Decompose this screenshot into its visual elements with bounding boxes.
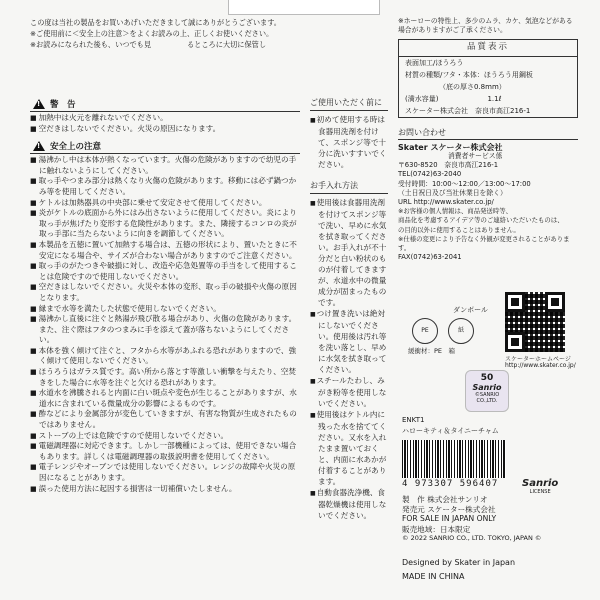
before-use-title: ご使用いただく前に (310, 97, 388, 111)
care-item: ■ 使用後はケトル内に残った水を捨ててください。又水を入れたまま置いておくと、内面に水あかが付着することがあります。 (310, 409, 388, 487)
contact-url[interactable]: URL http://www.skater.co.jp/ (398, 198, 494, 207)
safety-item: ■ 空だきはしないでください。火災や本体の変形、取っ手の破損や火傷の原因となります。 (30, 282, 300, 303)
safety-item: ■ 炎がケトルの底面から外にはみ出さないように使用してください。炎により取っ手が焦げたり変形する危険性があります。また、隣接するコンロの炎が取っ手部に当たらないように向きを調節してください。 (30, 208, 300, 240)
badge-copyright: ©SANRIO CO.,LTD. (474, 392, 500, 404)
maker-line-4: 販売地域：日本限定 (402, 525, 471, 534)
product-code: ENKT1 (402, 416, 425, 424)
safety-item: ■ ケトルは加熱器具の中央部に乗せて安定させて使用してください。 (30, 198, 300, 209)
warning-header (30, 97, 300, 112)
before-use-text-wrap (310, 114, 388, 170)
quality-table (398, 39, 578, 117)
safety-item: ■ 電子レンジやオーブンでは使用しないでください。レンジの故障や火災の原因になることがあります。 (30, 462, 300, 483)
contact-line: （土日祝日及び当社休業日を除く） (398, 188, 507, 197)
qr-code[interactable] (505, 292, 565, 352)
safety-item: ■ ストーブの上では危険ですので使用しないでください。 (30, 431, 300, 442)
contact-line: TEL(0742)63-2040 (398, 170, 462, 179)
care-item: ■ 使用後は食器用洗剤を付けてスポンジ等で洗い、早めに水気を拭き取ってください。お手入れが不十分だと白い粉状のものが付着してきますが、水道水中の微量成分が固まったものです。 (310, 197, 388, 308)
designed-by: Designed by Skater in Japan (402, 558, 516, 567)
license-label: LICENSE (529, 489, 551, 495)
before-use-section (310, 97, 388, 521)
safety-item: ■ 電磁調理器に対応できます。しかし一部機種によっては、使用できない場合もあります。詳しくは電磁調理器の取扱説明書を使用してください。 (30, 441, 300, 462)
safety-item: ■ 縁まで水等を満たした状態で使用しないでください。 (30, 304, 300, 315)
plastic-recycle-icon (412, 318, 438, 344)
warning-title: 警 告 (50, 100, 76, 110)
qr-finder (505, 332, 525, 352)
qr-finder (505, 292, 525, 312)
contact-line: 商品化を考慮するアイデア等のご連絡いただいたものは、 (398, 216, 564, 225)
contact-line: 受付時間：10:00〜12:00／13:00〜17:00 (398, 179, 531, 188)
safety-item: ■ ほうろうはガラス質です。高い所から落とす等激しい衝撃を与えたり、空焚きをした場合に水等を注ぐと欠ける恐れがあります。 (30, 367, 300, 388)
care-title: お手入れ方法 (310, 180, 388, 194)
warning-triangle-icon (33, 99, 45, 109)
package-tab-cutout (228, 0, 380, 15)
safety-item: ■ 取っ手やつまみ部分は熱くなり火傷の危険があります。移動には必ず鍋つかみ等を使用してください。 (30, 176, 300, 197)
copyright-line: © 2022 SANRIO CO., LTD. TOKYO, JAPAN © (402, 534, 542, 542)
intro-line-2: ※ご使用前に＜安全上の注意＞をよくお読みの上、正しくお使いください。 (30, 29, 274, 38)
barcode-number: 4 973307 596407 (402, 479, 499, 489)
qr-finder (545, 292, 565, 312)
care-item: ■ つけ置き洗いは絶対にしないでください。使用後は汚れ等を洗い落とし、早めに水気を拭き取ってください。 (310, 308, 388, 375)
maker-line-3: FOR SALE IN JAPAN ONLY (402, 514, 497, 523)
caution-triangle-icon (33, 141, 45, 151)
contact-company: Skater スケーター株式会社 (398, 142, 503, 152)
intro-text (30, 17, 330, 50)
pe-label: PE (421, 327, 429, 334)
quality-title: 品質表示 (399, 40, 577, 56)
warning-section (30, 97, 300, 587)
safety-item: ■ 湯沸かし直後に注ぐと熱湯が飛び散る場合があり、火傷の危険があります。また、注ぐ際はフタのつまみに手を添えて蓋が落ちないようにしてください。 (30, 314, 300, 346)
cardboard-label: ダンボール (453, 306, 488, 314)
safety-list (30, 155, 300, 494)
paper-label: 紙 (457, 327, 464, 334)
quality-row: 材質の種類/フタ・本体：ほうろう用鋼板 (405, 70, 533, 79)
badge-brand: Sanrio (472, 383, 502, 392)
contact-title: お問い合わせ (398, 128, 578, 140)
contact-line: の目的以外に使用することはありません。 (398, 225, 520, 234)
maker-line-2: 発売元 スケーター株式会社 (402, 505, 496, 514)
paper-recycle-icon (448, 318, 474, 344)
before-use-text: ■ 初めて使用する時は食器用洗剤を付けて、スポンジ等で十分に洗いすすいでください。 (310, 114, 388, 170)
care-item: ■ スチールたわし、みがき粉等を使用しないでください。 (310, 375, 388, 409)
intro-line-1: この度は当社の製品をお買いあげいただきまして誠にありがとうございます。 (30, 18, 281, 27)
product-name: ハローキティ＆タイニーチャム (402, 427, 499, 435)
contact-line: 〒630-8520 奈良市高江216-1 (398, 161, 499, 170)
maker-line-1: 製 作 株式会社サンリオ (402, 495, 488, 504)
safety-title: 安全上の注意 (50, 142, 102, 153)
care-item: ■ 自動食器洗浄機、食器乾燥機は使用しないでください。 (310, 487, 388, 521)
homepage-url[interactable]: http://www.skater.co.jp/ (505, 362, 576, 369)
barcode (402, 440, 506, 478)
contact-line: ※お客様の個人情報は、商品発送時等、 (398, 207, 512, 216)
badge-number: 50 (480, 373, 494, 383)
contact-dept: 消費者サービス係 (448, 152, 503, 161)
safety-item: ■ 水道水を沸騰されると内面に白い斑点や変色が生じることがありますが、水道水に含まれている微量成分の影響によるものです。 (30, 388, 300, 409)
enamel-note: ※ホーローの特性上、多少のムラ、カケ、気泡などがある場合がありますがご了承ください。 (398, 17, 573, 35)
safety-item: ■ 本体を強く傾けて注ぐと、フタから水等があふれる恐れがありますので、強く傾けて使用しないでください。 (30, 346, 300, 367)
safety-item: ■ 本製品を五徳に置いて加熱する場合は、五徳の形状により、置いたときに不安定になる場合や、サイズが合わない場合がありますのでご注意ください。 (30, 240, 300, 261)
sanrio-logo-text: Sanrio (522, 478, 559, 489)
sanrio-license-logo (522, 478, 558, 495)
right-column (398, 17, 578, 262)
safety-item: ■ 誤った使用方法に起因する損害は一切補償いたしません。 (30, 484, 300, 495)
quality-row: 表面加工/ほうろう (405, 58, 464, 67)
quality-row: (満水容量) 1.1ℓ (405, 94, 502, 103)
care-list (310, 197, 388, 521)
quality-row: スケーター株式会社 奈良市高江216-1 (405, 106, 531, 115)
packaging-note: 緩衝材：PE 箱 (408, 347, 456, 355)
quality-row: （底の厚さ0.8mm） (439, 82, 506, 91)
safety-header (30, 139, 300, 154)
contact-line: FAX(0742)63-2041 (398, 253, 462, 262)
safety-item: ■ 取っ手のがたつきや破損に対し、改造や応急処置等の手当をして使用することは危険ですので使用しないでください。 (30, 261, 300, 282)
homepage-label: スケーターホームページ (505, 356, 571, 363)
contact-line: ※仕様の変更により予告なく外観が変更されることがあります。 (398, 234, 570, 253)
warning-item: ■ 空だきはしないでください。火災の原因になります。 (30, 124, 300, 135)
safety-item: ■ 湯沸かし中は本体が熱くなっています。火傷の危険がありますので幼児の手に触れないようにしてください。 (30, 155, 300, 176)
warning-item: ■ 加熱中は火元を離れないでください。 (30, 113, 300, 124)
warning-list (30, 113, 300, 134)
intro-line-3: ※お読みになられた後も、いつでも見 るところに大切に保管し (30, 40, 267, 49)
made-in: MADE IN CHINA (402, 572, 465, 581)
safety-item: ■ 酢などにより金属部分が変色していきますが、有害な物質が生成されたものではありません。 (30, 409, 300, 430)
sanrio-badge (465, 370, 509, 412)
